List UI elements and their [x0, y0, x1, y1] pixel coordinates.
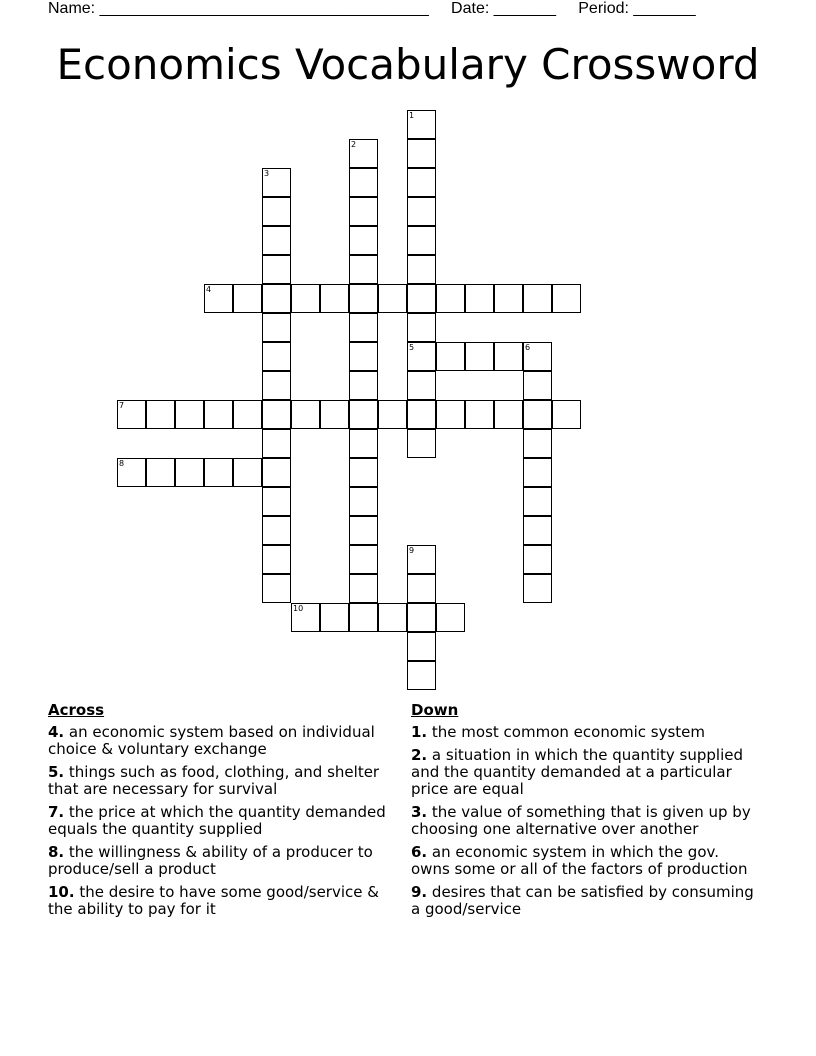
crossword-cell[interactable]: [233, 284, 262, 313]
crossword-cell[interactable]: [349, 255, 378, 284]
crossword-cell[interactable]: [465, 400, 494, 429]
down-heading: Down: [411, 701, 459, 719]
clue-across-8: [48, 844, 393, 878]
crossword-cell[interactable]: [407, 197, 436, 226]
crossword-cell[interactable]: [204, 458, 233, 487]
crossword-cell[interactable]: [262, 574, 291, 603]
crossword-cell[interactable]: [523, 516, 552, 545]
crossword-cell[interactable]: [407, 400, 436, 429]
crossword-cell[interactable]: [436, 342, 465, 371]
clue-number: 1.: [411, 723, 428, 741]
crossword-cell[interactable]: [465, 284, 494, 313]
crossword-cell[interactable]: [262, 284, 291, 313]
crossword-cell[interactable]: [175, 400, 204, 429]
crossword-cell[interactable]: [494, 342, 523, 371]
clue-across-4: [48, 724, 393, 758]
crossword-cell[interactable]: [349, 371, 378, 400]
crossword-cell[interactable]: [349, 400, 378, 429]
clue-number-label: 6: [525, 343, 531, 352]
crossword-cell[interactable]: [436, 400, 465, 429]
across-clues: [48, 702, 393, 924]
clue-across-10: [48, 884, 393, 918]
clue-text: the price at which the quantity demanded equals the quantity supplied: [48, 803, 386, 838]
clue-text: the value of something that is given up by choosing one alternative over another: [411, 803, 751, 838]
crossword-cell[interactable]: [349, 284, 378, 313]
clue-number-label: 7: [119, 401, 125, 410]
crossword-cell[interactable]: [204, 400, 233, 429]
crossword-cell[interactable]: [349, 574, 378, 603]
crossword-cell[interactable]: [523, 371, 552, 400]
clue-down-3: [411, 804, 761, 838]
clue-number-label: 2: [351, 140, 357, 149]
crossword-cell[interactable]: [407, 371, 436, 400]
crossword-cell[interactable]: [291, 284, 320, 313]
clue-number: 2.: [411, 746, 428, 764]
across-heading: Across: [48, 701, 105, 719]
crossword-cell[interactable]: [262, 429, 291, 458]
clue-text: an economic system based on individual choice & voluntary exchange: [48, 723, 375, 758]
clue-number-label: 1: [409, 111, 415, 120]
clue-text: a situation in which the quantity supplied and the quantity demanded at a particular price are equal: [411, 746, 743, 798]
crossword-cell[interactable]: [349, 168, 378, 197]
crossword-cell[interactable]: [146, 400, 175, 429]
clue-text: the willingness & ability of a producer to produce/sell a product: [48, 843, 373, 878]
crossword-cell[interactable]: [262, 400, 291, 429]
clue-down-6: [411, 844, 761, 878]
crossword-cell[interactable]: [349, 429, 378, 458]
crossword-cell[interactable]: [552, 400, 581, 429]
crossword-cell[interactable]: [523, 284, 552, 313]
clue-number: 5.: [48, 763, 65, 781]
clue-text: things such as food, clothing, and shelter that are necessary for survival: [48, 763, 380, 798]
crossword-cell[interactable]: [407, 574, 436, 603]
crossword-cell[interactable]: [349, 603, 378, 632]
crossword-cell[interactable]: [407, 429, 436, 458]
crossword-cell[interactable]: [523, 487, 552, 516]
crossword-cell[interactable]: [262, 516, 291, 545]
crossword-cell[interactable]: [523, 458, 552, 487]
crossword-cell[interactable]: [349, 545, 378, 574]
crossword-cell[interactable]: [262, 371, 291, 400]
crossword-cell[interactable]: [523, 429, 552, 458]
clue-down-1: [411, 724, 761, 741]
crossword-cell[interactable]: [436, 284, 465, 313]
clue-number: 10.: [48, 883, 75, 901]
clue-text: desires that can be satisfied by consuming a good/service: [411, 883, 754, 918]
crossword-cell[interactable]: [494, 284, 523, 313]
clue-down-9: [411, 884, 761, 918]
clue-number: 4.: [48, 723, 65, 741]
page-title: Economics Vocabulary Crossword: [56, 40, 760, 89]
crossword-cell[interactable]: [349, 458, 378, 487]
crossword-cell[interactable]: [378, 400, 407, 429]
crossword-cell[interactable]: [349, 226, 378, 255]
crossword-cell[interactable]: [407, 255, 436, 284]
crossword-cell[interactable]: [407, 603, 436, 632]
crossword-cell[interactable]: [349, 197, 378, 226]
crossword-cell[interactable]: [349, 342, 378, 371]
clue-text: an economic system in which the gov. owns some or all of the factors of production: [411, 843, 748, 878]
crossword-cell[interactable]: [262, 226, 291, 255]
crossword-cell[interactable]: [233, 400, 262, 429]
clue-down-2: [411, 747, 761, 798]
down-clues: [411, 702, 761, 924]
clue-across-7: [48, 804, 393, 838]
crossword-cell[interactable]: [262, 487, 291, 516]
clue-number: 7.: [48, 803, 65, 821]
crossword-cell[interactable]: [407, 284, 436, 313]
clue-number-label: 8: [119, 459, 125, 468]
clue-across-5: [48, 764, 393, 798]
crossword-cell[interactable]: [262, 197, 291, 226]
clue-number: 8.: [48, 843, 65, 861]
crossword-cell[interactable]: [407, 168, 436, 197]
crossword-cell[interactable]: [523, 400, 552, 429]
crossword-cell[interactable]: [523, 545, 552, 574]
crossword-cell[interactable]: [407, 661, 436, 690]
crossword-cell[interactable]: [262, 342, 291, 371]
clue-number-label: 4: [206, 285, 212, 294]
crossword-cell[interactable]: [320, 284, 349, 313]
crossword-cell[interactable]: [233, 458, 262, 487]
crossword-cell[interactable]: [407, 226, 436, 255]
crossword-cell[interactable]: [349, 487, 378, 516]
clue-number-label: 3: [264, 169, 270, 178]
crossword-cell[interactable]: [262, 545, 291, 574]
crossword-cell[interactable]: [436, 603, 465, 632]
clue-number: 9.: [411, 883, 428, 901]
crossword-cell[interactable]: [378, 603, 407, 632]
crossword-cell[interactable]: [523, 574, 552, 603]
crossword-cell[interactable]: [349, 313, 378, 342]
crossword-cell[interactable]: [262, 313, 291, 342]
clue-text: the most common economic system: [431, 723, 706, 741]
crossword-cell[interactable]: [146, 458, 175, 487]
clue-number-label: 9: [409, 546, 415, 555]
crossword-cell[interactable]: [407, 313, 436, 342]
crossword-cell[interactable]: [378, 284, 407, 313]
clue-number: 3.: [411, 803, 428, 821]
crossword-cell[interactable]: [262, 458, 291, 487]
crossword-cell[interactable]: [407, 139, 436, 168]
crossword-cell[interactable]: [175, 458, 204, 487]
crossword-cell[interactable]: [407, 632, 436, 661]
crossword-cell[interactable]: [494, 400, 523, 429]
clue-number-label: 10: [293, 604, 304, 613]
crossword-cell[interactable]: [291, 400, 320, 429]
crossword-cell[interactable]: [552, 284, 581, 313]
crossword-cell[interactable]: [349, 516, 378, 545]
name-date-period-line: Name: _____________________________________ Date: _______ Period: _______: [48, 0, 696, 17]
clue-number-label: 5: [409, 343, 415, 352]
clue-text: the desire to have some good/service & the ability to pay for it: [48, 883, 379, 918]
crossword-cell[interactable]: [320, 603, 349, 632]
crossword-cell[interactable]: [320, 400, 349, 429]
crossword-cell[interactable]: [262, 255, 291, 284]
crossword-cell[interactable]: [465, 342, 494, 371]
clue-number: 6.: [411, 843, 428, 861]
